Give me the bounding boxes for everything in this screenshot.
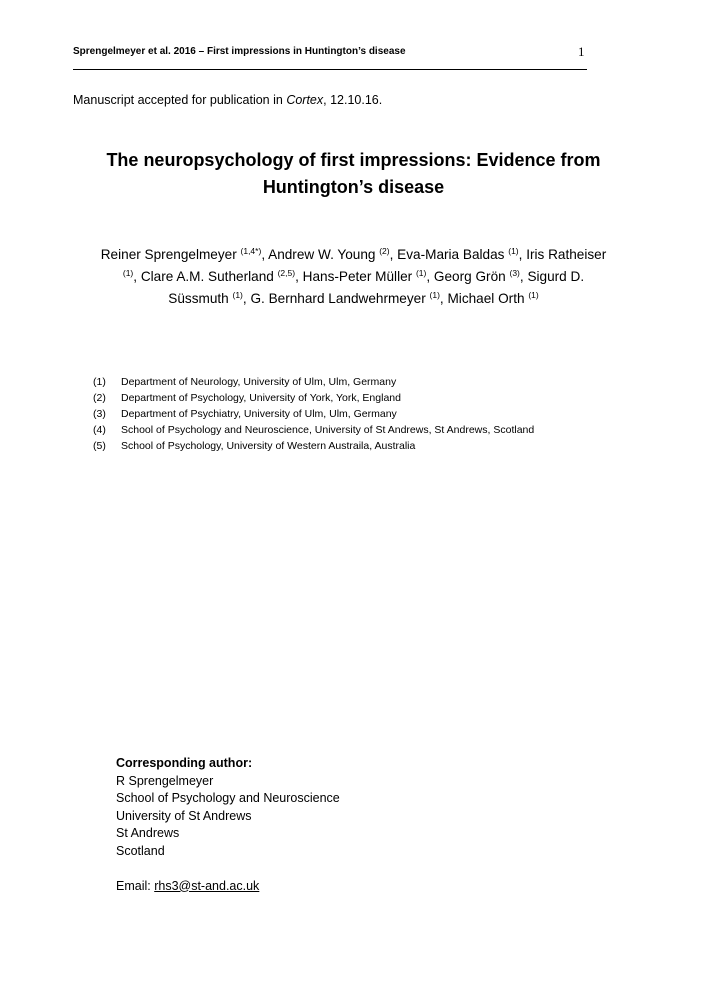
running-header: Sprengelmeyer et al. 2016 – First impressions in Huntington’s disease [73, 46, 406, 57]
corresponding-city: St Andrews [116, 826, 180, 840]
corresponding-university: University of St Andrews [116, 808, 252, 823]
publication-note [73, 93, 382, 107]
author-affiliation-marker: (2) [379, 246, 390, 256]
author-affiliation-marker: (1) [429, 290, 440, 300]
email-link[interactable]: rhs3@st-and.ac.uk [154, 878, 260, 893]
author-affiliation-marker: (1) [415, 268, 427, 278]
corresponding-department: School of Psychology and Neuroscience [116, 791, 340, 805]
affiliation-number: (5) [93, 440, 106, 452]
author-affiliation-marker: (3) [509, 268, 520, 278]
author-line-3 [60, 288, 647, 310]
spacer [116, 860, 340, 878]
author-separator: , [439, 291, 448, 306]
affiliation-item [93, 390, 534, 406]
author-separator: , [242, 291, 251, 306]
author-name: Clare A.M. Sutherland [140, 269, 278, 284]
corresponding-country: Scotland [116, 843, 165, 858]
author-affiliation-marker: (2,5) [277, 268, 296, 278]
author-list [60, 244, 647, 310]
affiliation-text: School of Psychology, University of Western Austraila, Australia [121, 440, 416, 452]
author-line-1 [60, 244, 647, 266]
author-name: G. Bernhard Landwehrmeyer [250, 291, 430, 306]
note-prefix: Manuscript accepted for publication in [73, 93, 287, 107]
title-line-1: The neuropsychology of first impressions: Evidence from [106, 150, 601, 170]
author-affiliation-marker: (1) [232, 290, 243, 300]
affiliation-number: (3) [93, 408, 106, 420]
author-name: Hans-Peter Müller [302, 269, 416, 284]
author-separator: , [133, 269, 141, 284]
title-line-2: Huntington’s disease [262, 177, 445, 197]
author-name: Süssmuth [168, 291, 233, 306]
author-separator: , [426, 269, 434, 284]
author-separator: , [389, 247, 398, 262]
author-affiliation-marker: (1) [122, 268, 134, 278]
affiliation-item [93, 422, 534, 438]
affiliation-item [93, 374, 534, 390]
email-line [116, 878, 340, 896]
affiliation-number: (4) [93, 424, 106, 436]
author-separator: , [519, 269, 528, 284]
journal-name: Cortex [286, 93, 324, 107]
author-name: Michael Orth [447, 291, 529, 306]
affiliation-text: Department of Neurology, University of Ulm, Ulm, Germany [121, 376, 397, 388]
author-separator: , [295, 269, 303, 284]
paper-title [60, 147, 647, 201]
affiliation-text: Department of Psychology, University of York, York, England [121, 392, 401, 404]
author-name: Reiner Sprengelmeyer [100, 247, 241, 262]
author-affiliation-marker: (1) [508, 246, 519, 256]
author-affiliation-marker: (1,4*) [240, 246, 262, 256]
affiliation-text: School of Psychology and Neuroscience, University of St Andrews, St Andrews, Scotland [121, 424, 535, 436]
author-affiliation-marker: (1) [528, 290, 539, 300]
affiliation-item [93, 406, 534, 422]
affiliation-list [93, 374, 534, 454]
author-name: Sigurd D. [527, 269, 585, 284]
header-rule [73, 69, 587, 70]
affiliation-item [93, 438, 534, 454]
author-separator: , [518, 247, 527, 262]
author-name: Iris Ratheiser [526, 247, 607, 262]
author-name: Eva-Maria Baldas [397, 247, 509, 262]
page-number: 1 [578, 44, 585, 59]
author-name: Georg Grön [433, 269, 510, 284]
corresponding-name: R Sprengelmeyer [116, 773, 214, 788]
affiliation-number: (1) [93, 376, 106, 388]
email-label: Email: [116, 878, 155, 893]
corresponding-heading: Corresponding author: [116, 756, 253, 770]
corresponding-author-block [116, 755, 340, 895]
note-suffix: , 12.10.16. [323, 93, 383, 107]
affiliation-text: Department of Psychiatry, University of Ulm, Ulm, Germany [121, 408, 397, 420]
affiliation-number: (2) [93, 392, 106, 404]
author-separator: , [261, 247, 269, 262]
author-name: Andrew W. Young [268, 247, 380, 262]
author-line-2 [60, 266, 647, 288]
